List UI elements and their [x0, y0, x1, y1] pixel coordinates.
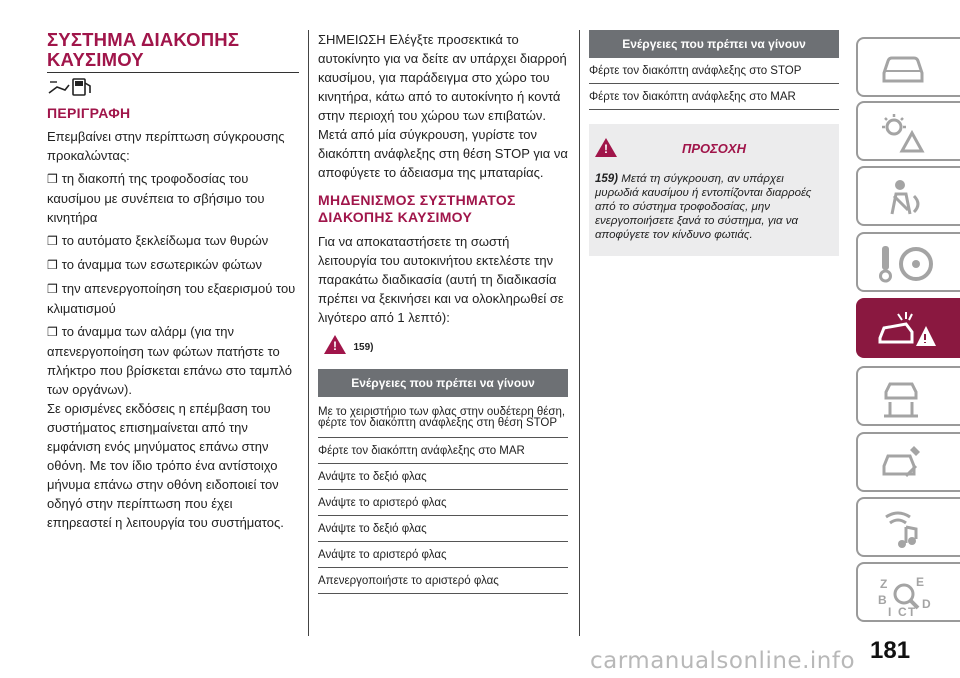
svg-text:B: B	[878, 593, 887, 607]
table-row: Ανάψτε το δεξιό φλας	[318, 464, 568, 490]
tab-starting-driving[interactable]	[856, 232, 960, 292]
checkbox-bullet-icon: ❒	[47, 282, 58, 296]
car-lift-icon	[876, 376, 936, 420]
tab-technical-data[interactable]	[856, 432, 960, 492]
tab-car-overview[interactable]	[856, 37, 960, 97]
svg-text:E: E	[916, 575, 925, 589]
table-row: Φέρτε τον διακόπτη ανάφλεξης στο MAR	[318, 438, 568, 464]
tab-index[interactable]	[856, 562, 960, 622]
column-1	[47, 30, 299, 536]
tab-safety[interactable]	[856, 166, 960, 226]
svg-text:I: I	[888, 605, 892, 619]
svg-text:T: T	[908, 605, 916, 619]
emergency-car-icon	[876, 308, 940, 352]
table-row: Φέρτε τον διακόπτη ανάφλεξης στο MAR	[589, 84, 839, 110]
list-item: ❒ τη διακοπή της τροφοδοσίας του καυσίμου με συνέπεια το σβήσιμο του κινητήρα	[47, 171, 265, 225]
fuel-cutoff-icon	[47, 77, 299, 97]
table-row: Απενεργοποιήστε το αριστερό φλας	[318, 568, 568, 594]
title-rule	[47, 72, 299, 73]
column-divider	[579, 30, 580, 636]
column-3	[589, 30, 839, 256]
key-steering-icon	[876, 242, 940, 286]
warning-ref-number: 159)	[353, 342, 374, 353]
note-text: ΣΗΜΕΙΩΣΗ Ελέγξτε προσεκτικά το αυτοκίνητο για να δείτε αν υπάρχει διαρροή καυσίμου, για παράδειγμα στο χώρο του κινητήρα, κάτω από το αυτοκίνητο ή κοντά στην περιοχή του χώρου των επιβατών. Μετά από μία σύγκρουση, γυρίστε τον διακόπτη ανάφλεξης στη θέση STOP για να αποφύγετε το άδειασμα της μπαταρίας.	[318, 32, 568, 180]
car-icon	[876, 47, 936, 87]
svg-text:Z: Z	[880, 577, 888, 591]
column-divider	[308, 30, 309, 636]
checkbox-bullet-icon: ❒	[47, 234, 58, 248]
tab-maintenance[interactable]	[856, 366, 960, 426]
table-row: Φέρτε τον διακόπτη ανάφλεξης στο STOP	[589, 58, 839, 84]
table-row: Ανάψτε το αριστερό φλας	[318, 490, 568, 516]
reset-text: Για να αποκαταστήσετε τη σωστή λειτουργία του αυτοκινήτου εκτελέστε την παρακάτω διαδικασία (αυτή τη διαδικασία πρέπει να ξεκινήσει και να ολοκληρωθεί σε λιγότερο από 1 λεπτό):	[318, 234, 564, 325]
watermark: carmanualsonline.info	[590, 648, 856, 674]
list-item: ❒ την απενεργοποίηση του εξαερισμού του κλιματισμού	[47, 281, 296, 316]
list-item: ❒ το αυτόματο ξεκλείδωμα των θυρών	[47, 231, 299, 251]
alphabet-index-icon	[876, 572, 940, 620]
warning-lights-icon	[876, 111, 936, 155]
section-title: ΣΥΣΤΗΜΑ ΔΙΑΚΟΠΗΣ ΚΑΥΣΙΜΟΥ	[47, 29, 240, 70]
checkbox-bullet-icon: ❒	[47, 325, 58, 339]
table-row: Με το χειριστήριο των φλας στην ουδέτερη θέση, φέρτε τον διακόπτη ανάφλεξης στη θέση STOP	[318, 397, 568, 438]
section-subtitle: ΠΕΡΙΓΡΑΦΗ	[47, 105, 131, 121]
svg-text:D: D	[922, 597, 931, 611]
outro-text: Σε ορισμένες εκδόσεις η επέμβαση του συστήματος επισημαίνεται από την εμφάνιση ενός μηνύματος επάνω στην οθόνη. Με τον ίδιο τρόπο ένα αντίστοιχο μήνυμα επάνω στην οθόνη ειδοποιεί τον οδηγό στην περίπτωση που έχει επηρεαστεί η λειτουργία του συστήματος.	[47, 401, 284, 530]
warning-reference	[324, 335, 568, 355]
tab-in-an-emergency[interactable]	[856, 298, 960, 358]
music-note-icon	[876, 507, 936, 551]
table-row: Ανάψτε το αριστερό φλας	[318, 542, 568, 568]
caution-title: ΠΡΟΣΟΧΗ	[682, 141, 746, 156]
seatbelt-icon	[876, 176, 936, 220]
reset-subtitle: ΜΗΔΕΝΙΣΜΟΣ ΣΥΣΤΗΜΑΤΟΣ ΔΙΑΚΟΠΗΣ ΚΑΥΣΙΜΟΥ	[318, 192, 516, 225]
checkbox-bullet-icon: ❒	[47, 172, 58, 186]
column-2	[318, 30, 568, 594]
page-number: 181	[870, 637, 911, 664]
warning-triangle-icon: !	[595, 138, 617, 157]
list-item: ❒ το άναμμα των εσωτερικών φώτων	[47, 255, 299, 275]
car-data-icon	[876, 442, 936, 486]
caution-text: 159) Μετά τη σύγκρουση, αν υπάρχει μυρωδιά καυσίμου ή εντοπίζονται διαρροές από το σύστημα τροφοδοσίας, μην ενεργοποιήσετε ξανά το σύστημα, για να αποφύγετε τον κίνδυνο φωτιάς.	[595, 173, 812, 241]
table-header: Ενέργειες που πρέπει να γίνουν	[589, 30, 839, 58]
warning-triangle-icon: !	[324, 335, 346, 354]
table-header: Ενέργειες που πρέπει να γίνουν	[318, 369, 568, 397]
checkbox-bullet-icon: ❒	[47, 258, 58, 272]
intro-text: Επεμβαίνει στην περίπτωση σύγκρουσης προκαλώντας:	[47, 129, 285, 163]
caution-header	[589, 124, 839, 172]
caution-ref-number: 159)	[595, 173, 619, 185]
section-body	[47, 127, 299, 532]
tab-multimedia[interactable]	[856, 497, 960, 557]
svg-text:C: C	[898, 605, 907, 619]
tab-dashboard-lights[interactable]	[856, 101, 960, 161]
list-item: ❒ το άναμμα των αλάρμ (για την απενεργοποίηση των φώτων πατήστε το πλήκτρο που βρίσκεται επάνω στο ταμπλό των οργάνων).	[47, 324, 292, 397]
caution-box	[589, 124, 839, 256]
table-row: Ανάψτε το δεξιό φλας	[318, 516, 568, 542]
